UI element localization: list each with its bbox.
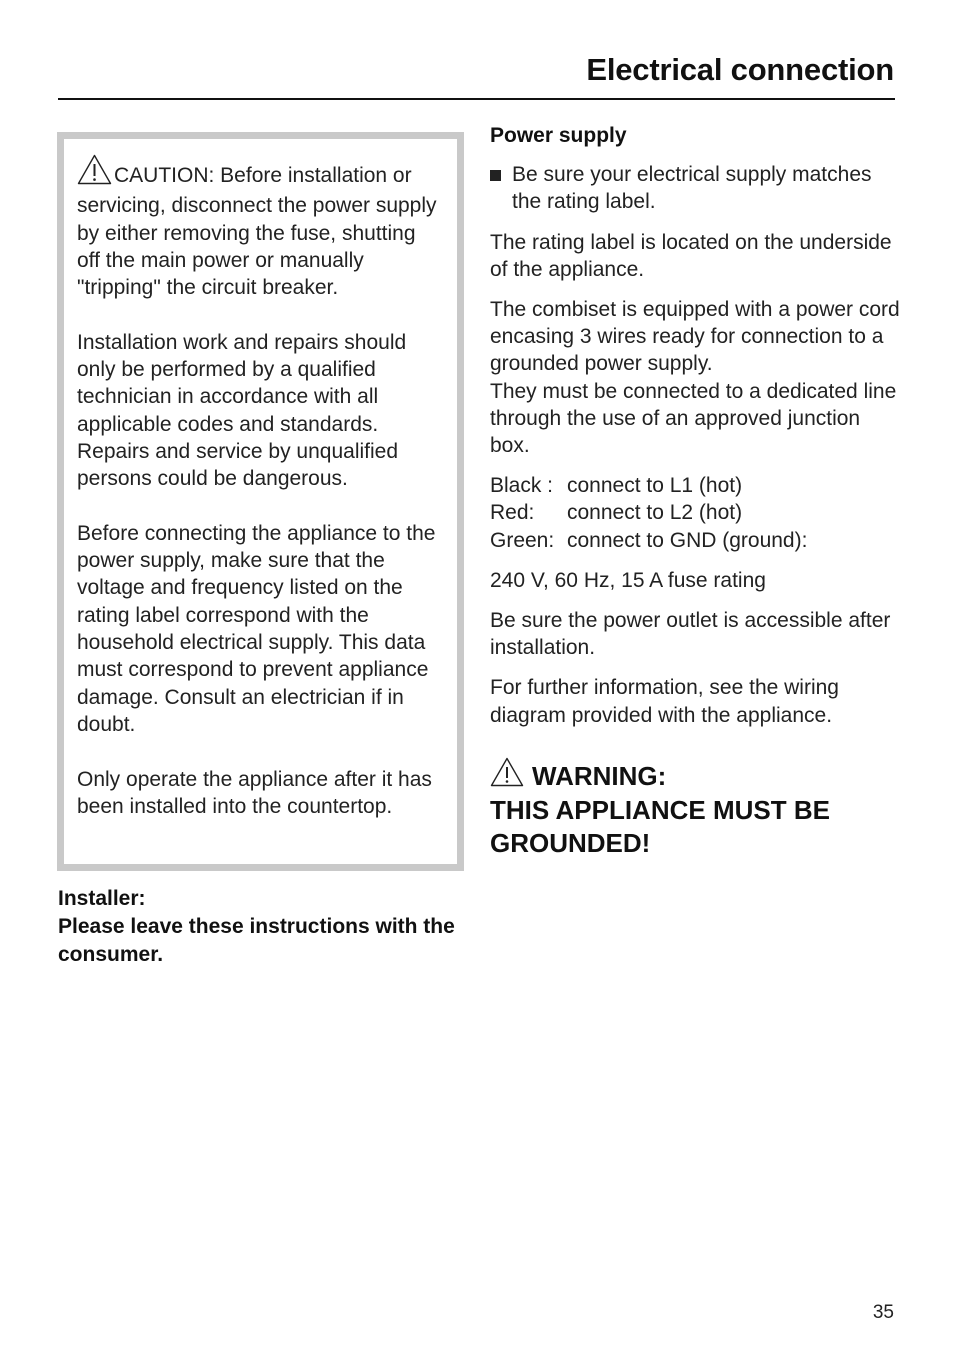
- title-divider: [58, 98, 895, 100]
- wire-connections: [490, 472, 900, 554]
- power-supply-section: [490, 122, 900, 859]
- wire-row-green: [490, 527, 900, 554]
- caution-paragraph-4: Only operate the appliance after it has been installed into the countertop.: [77, 767, 432, 818]
- fuse-rating: 240 V, 60 Hz, 15 A fuse rating: [490, 568, 766, 592]
- outlet-accessibility: Be sure the power outlet is accessible after installation.: [490, 609, 891, 660]
- bullet-text: Be sure your electrical supply matches the rating label.: [512, 163, 872, 214]
- grounding-warning: [490, 757, 900, 860]
- caution-paragraph-2: Installation work and repairs should only be performed by a qualified technician in accordance with all applicable codes and standards. Repairs and service by unqualified persons could be dangerous.: [77, 330, 407, 491]
- wire-label: Red:: [490, 501, 535, 525]
- installer-instruction: Please leave these instructions with the consumer.: [58, 915, 455, 966]
- wire-label: Black :: [490, 474, 554, 498]
- square-bullet-icon: [490, 170, 501, 181]
- wire-instruction: connect to L2 (hot): [567, 501, 743, 525]
- page-number: 35: [872, 1302, 894, 1323]
- bullet-item: [490, 161, 900, 215]
- installer-note: [58, 885, 478, 969]
- wire-row-red: [490, 499, 900, 526]
- warning-text: THIS APPLIANCE MUST BE GROUNDED!: [490, 795, 830, 858]
- caution-box: [57, 132, 464, 871]
- power-cord-text: The combiset is equipped with a power cord encasing 3 wires ready for connection to a grounded power supply.: [490, 298, 900, 376]
- caution-text-1: CAUTION: Before installation or servicing, disconnect the power supply by either removing the fuse, shutting off the main power or manually "tripping" the circuit breaker.: [77, 164, 437, 300]
- wire-label: Green:: [490, 528, 555, 552]
- installer-label: Installer:: [58, 887, 146, 910]
- caution-paragraph-3: Before connecting the appliance to the power supply, make sure that the voltage and frequency listed on the rating label correspond with the household electrical supply. This data must correspond to prevent appliance damage. Consult an electrician if in doubt.: [77, 521, 436, 736]
- wire-instruction: connect to GND (ground):: [567, 528, 808, 552]
- rating-label-location: The rating label is located on the underside of the appliance.: [490, 230, 892, 281]
- page-title: Electrical connection: [586, 52, 894, 87]
- wire-row-black: [490, 472, 900, 499]
- wiring-diagram-note: For further information, see the wiring diagram provided with the appliance.: [490, 676, 839, 727]
- warning-label: WARNING:: [532, 760, 667, 791]
- power-cord-description: [490, 296, 900, 459]
- power-supply-heading: Power supply: [490, 124, 627, 147]
- wire-instruction: connect to L1 (hot): [567, 474, 743, 498]
- caution-paragraph-1: [77, 154, 443, 301]
- warning-triangle-icon: [490, 757, 524, 795]
- dedicated-line-text: They must be connected to a dedicated line through the use of an approved junction box.: [490, 379, 897, 458]
- warning-triangle-icon: [77, 154, 112, 192]
